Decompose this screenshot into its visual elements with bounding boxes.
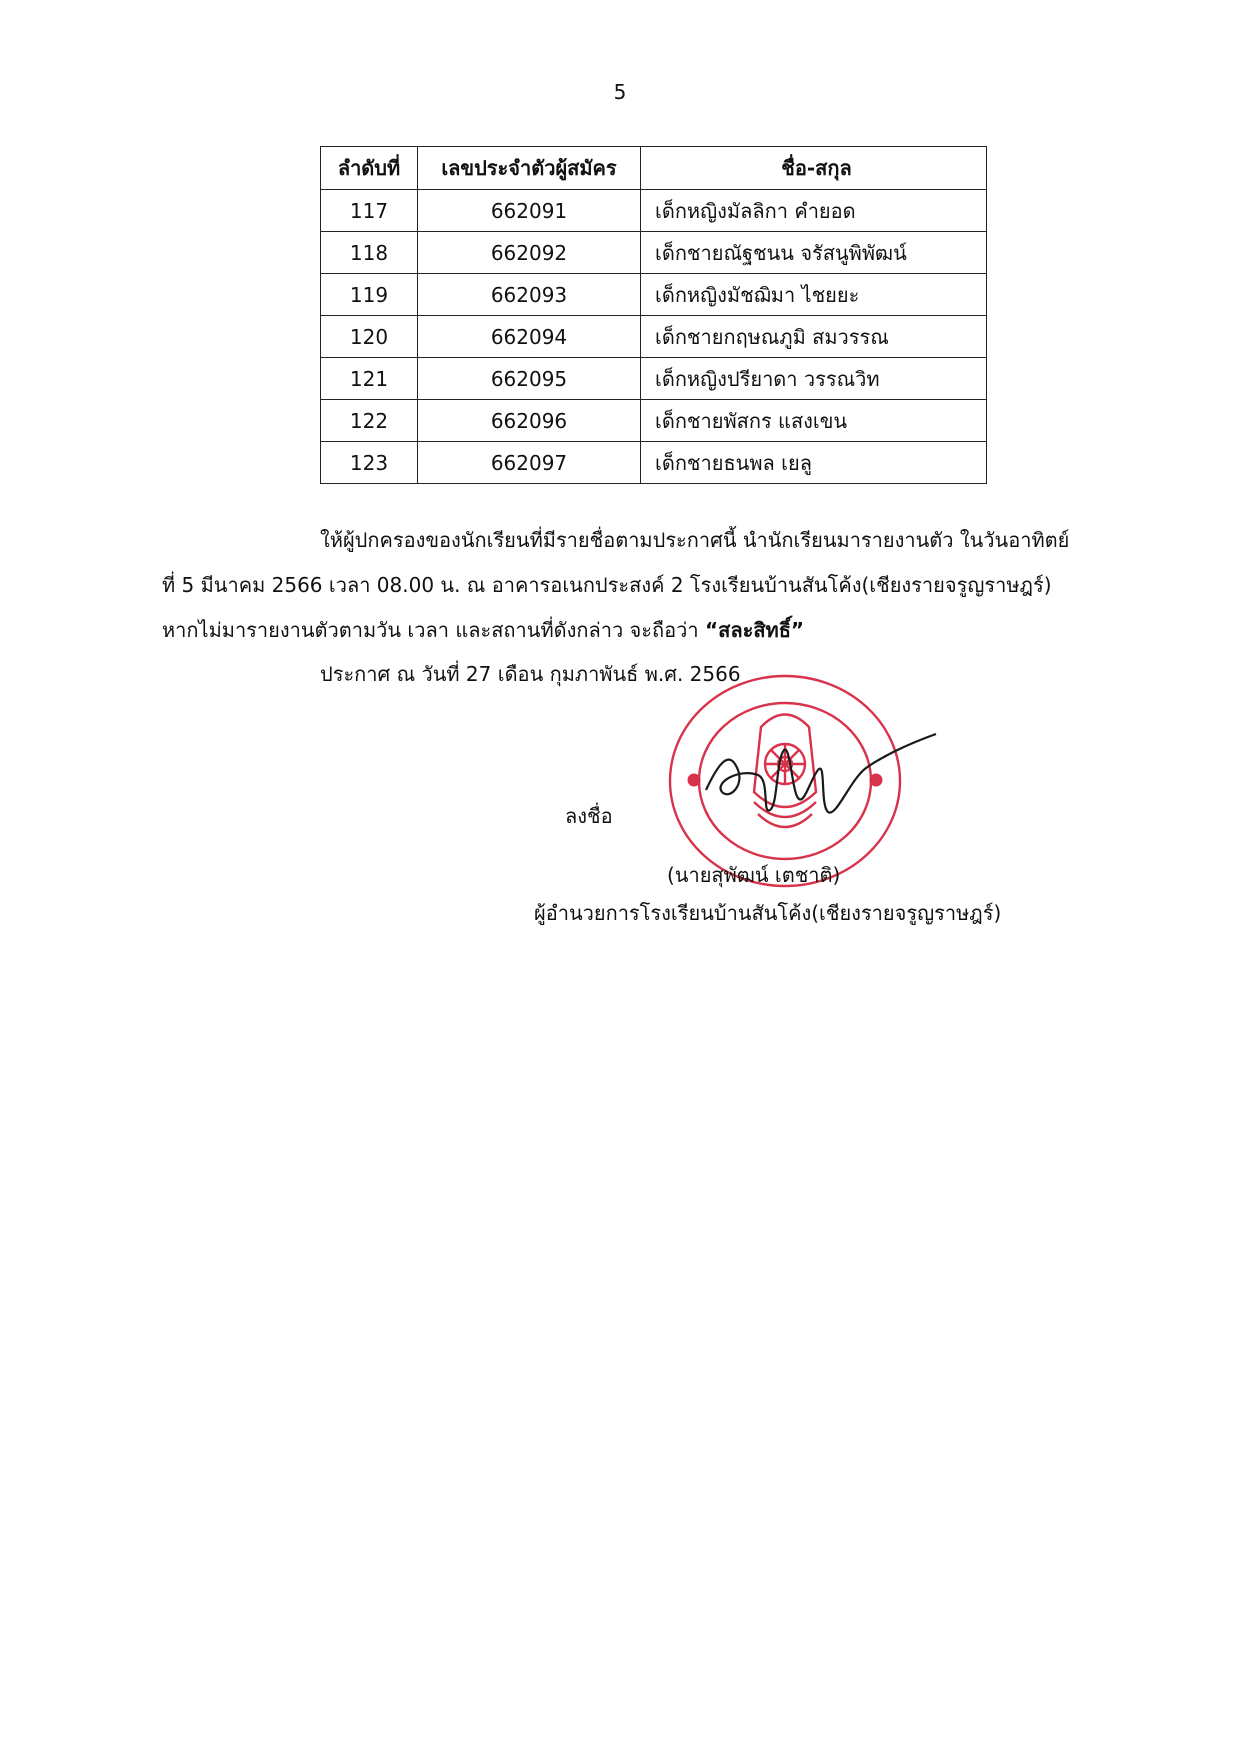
notice-line-3-text: หากไม่มารายงานตัวตามวัน เวลา และสถานที่ดังกล่าว จะถือว่า xyxy=(162,618,705,642)
table-row xyxy=(321,274,987,316)
signer-title: ผู้อำนวยการโรงเรียนบ้านสันโค้ง(เชียงรายจรูญราษฎร์) xyxy=(534,901,1002,925)
full-name-cell: เด็กชายพัสกร แสงเขน xyxy=(641,400,987,442)
order-cell: 121 xyxy=(321,358,418,400)
order-cell: 117 xyxy=(321,190,418,232)
forfeit-emphasis: “สละสิทธิ์” xyxy=(704,618,805,642)
table-header-row xyxy=(321,147,987,190)
table-row xyxy=(321,358,987,400)
full-name-cell: เด็กหญิงปรียาดา วรรณวิท xyxy=(641,358,987,400)
full-name-cell: เด็กหญิงมัลลิกา คำยอด xyxy=(641,190,987,232)
applicant-id-cell: 662095 xyxy=(418,358,641,400)
signer-name: (นายสุพัฒน์ เตชาติ) xyxy=(667,863,841,887)
applicant-table xyxy=(320,146,987,484)
notice-line-2: ที่ 5 มีนาคม 2566 เวลา 08.00 น. ณ อาคารอเนกประสงค์ 2 โรงเรียนบ้านสันโค้ง(เชียงรายจรูญราษฎร์) xyxy=(162,573,1052,597)
order-cell: 119 xyxy=(321,274,418,316)
notice-paragraph xyxy=(162,518,1122,653)
handwritten-signature xyxy=(700,720,940,830)
applicant-id-cell: 662094 xyxy=(418,316,641,358)
applicant-id-cell: 662096 xyxy=(418,400,641,442)
table-row xyxy=(321,232,987,274)
table-row xyxy=(321,442,987,484)
header-order: ลำดับที่ xyxy=(321,147,418,190)
full-name-cell: เด็กชายธนพล เยลู xyxy=(641,442,987,484)
table-row xyxy=(321,190,987,232)
sign-label: ลงชื่อ xyxy=(565,804,613,828)
applicant-id-cell: 662097 xyxy=(418,442,641,484)
order-cell: 118 xyxy=(321,232,418,274)
stamp-flower-left xyxy=(688,774,700,786)
notice-line-3 xyxy=(162,608,1122,653)
header-full-name: ชื่อ-สกุล xyxy=(641,147,987,190)
table-row xyxy=(321,400,987,442)
applicant-id-cell: 662092 xyxy=(418,232,641,274)
notice-line-1: ให้ผู้ปกครองของนักเรียนที่มีรายชื่อตามประกาศนี้ นำนักเรียนมารายงานตัว ในวันอาทิตย์ xyxy=(320,528,1070,552)
header-applicant-id: เลขประจำตัวผู้สมัคร xyxy=(418,147,641,190)
full-name-cell: เด็กชายกฤษณภูมิ สมวรรณ xyxy=(641,316,987,358)
table-row xyxy=(321,316,987,358)
order-cell: 123 xyxy=(321,442,418,484)
announcement-date: ประกาศ ณ วันที่ 27 เดือน กุมภาพันธ์ พ.ศ. 2566 xyxy=(320,662,741,686)
order-cell: 122 xyxy=(321,400,418,442)
applicant-id-cell: 662093 xyxy=(418,274,641,316)
signature-stroke xyxy=(706,734,936,813)
full-name-cell: เด็กหญิงมัชฌิมา ไชยยะ xyxy=(641,274,987,316)
applicant-id-cell: 662091 xyxy=(418,190,641,232)
full-name-cell: เด็กชายณัฐชนน จรัสนูพิพัฒน์ xyxy=(641,232,987,274)
order-cell: 120 xyxy=(321,316,418,358)
page-number: 5 xyxy=(613,80,627,104)
